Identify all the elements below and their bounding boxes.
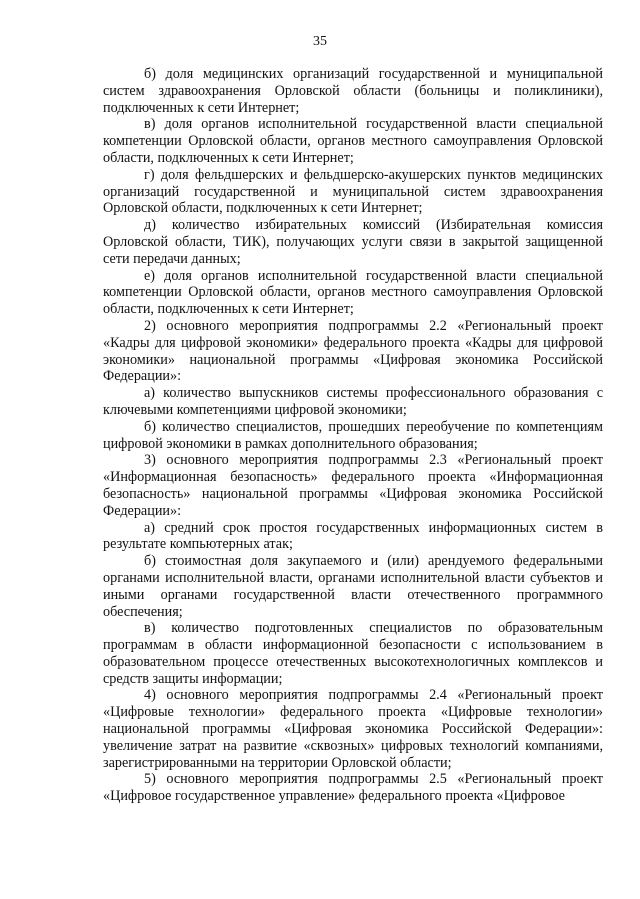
document-body <box>103 66 603 805</box>
paragraph-indicator-b-software-share: б) стоимостная доля закупаемого и (или) арендуемого федеральными органами исполнительной власти, органами исполнительной власти субъектов и иными органами государственной власти отечественного программного обеспечения; <box>103 553 603 620</box>
paragraph-indicator-e-executive-bodies: е) доля органов исполнительной государственной власти специальной компетенции Орловской области, органов местного самоуправления Орловской области, подключенных к сети Интернет; <box>103 267 603 318</box>
paragraph-measure-2-3: 3) основного мероприятия подпрограммы 2.3 «Региональный проект «Информационная безопасность» федерального проекта «Информационная безопасность» национальной программы «Цифровая экономика Российской Федерации»: <box>103 452 603 519</box>
paragraph-indicator-v-executive-bodies: в) доля органов исполнительной государственной власти специальной компетенции Орловской области, органов местного самоуправления Орловской области, подключенных к сети Интернет; <box>103 116 603 166</box>
paragraph-indicator-b-retrained-specialists: б) количество специалистов, прошедших переобучение по компетенциям цифровой экономики в рамках дополнительного образования; <box>103 418 603 452</box>
paragraph-indicator-b-medical: б) доля медицинских организаций государственной и муниципальной систем здравоохранения Орловской области (больницы и поликлиники), подключенных к сети Интернет; <box>103 66 603 116</box>
page-number: 35 <box>313 34 327 49</box>
paragraph-indicator-d-election-commissions: д) количество избирательных комиссий (Избирательная комиссия Орловской области, ТИК), получающих услуги связи в закрытой защищенной сети передачи данных; <box>103 217 603 267</box>
paragraph-measure-2-4: 4) основного мероприятия подпрограммы 2.4 «Региональный проект «Цифровые технологии» федерального проекта «Цифровые технологии» национальной программы «Цифровая экономика Российской Федерации»: увеличение затрат на развитие «сквозных» цифровых технологий компаниями, зарегистрированными на территории Орловской области; <box>103 687 603 771</box>
paragraph-measure-2-2: 2) основного мероприятия подпрограммы 2.2 «Региональный проект «Кадры для цифровой экономики» федерального проекта «Кадры для цифровой экономики» национальной программы «Цифровая экономика Российской Федерации»: <box>103 317 603 385</box>
paragraph-measure-2-5: 5) основного мероприятия подпрограммы 2.5 «Региональный проект «Цифровое государственное управление» федерального проекта «Цифровое <box>103 771 603 805</box>
paragraph-indicator-a-graduates: а) количество выпускников системы профессионального образования с ключевыми компетенциями цифровой экономики; <box>103 385 603 418</box>
paragraph-indicator-a-downtime: а) средний срок простоя государственных информационных систем в результате компьютерных атак; <box>103 519 603 553</box>
paragraph-indicator-v-security-specialists: в) количество подготовленных специалистов по образовательным программам в области информационной безопасности с использованием в образовательном процессе отечественных высокотехнологичных комплексов и средств защиты информации; <box>103 620 603 687</box>
paragraph-indicator-g-feldsher-points: г) доля фельдшерских и фельдшерско-акушерских пунктов медицинских организаций государственной и муниципальной систем здравоохранения Орловской области, подключенных к сети Интернет; <box>103 166 603 217</box>
